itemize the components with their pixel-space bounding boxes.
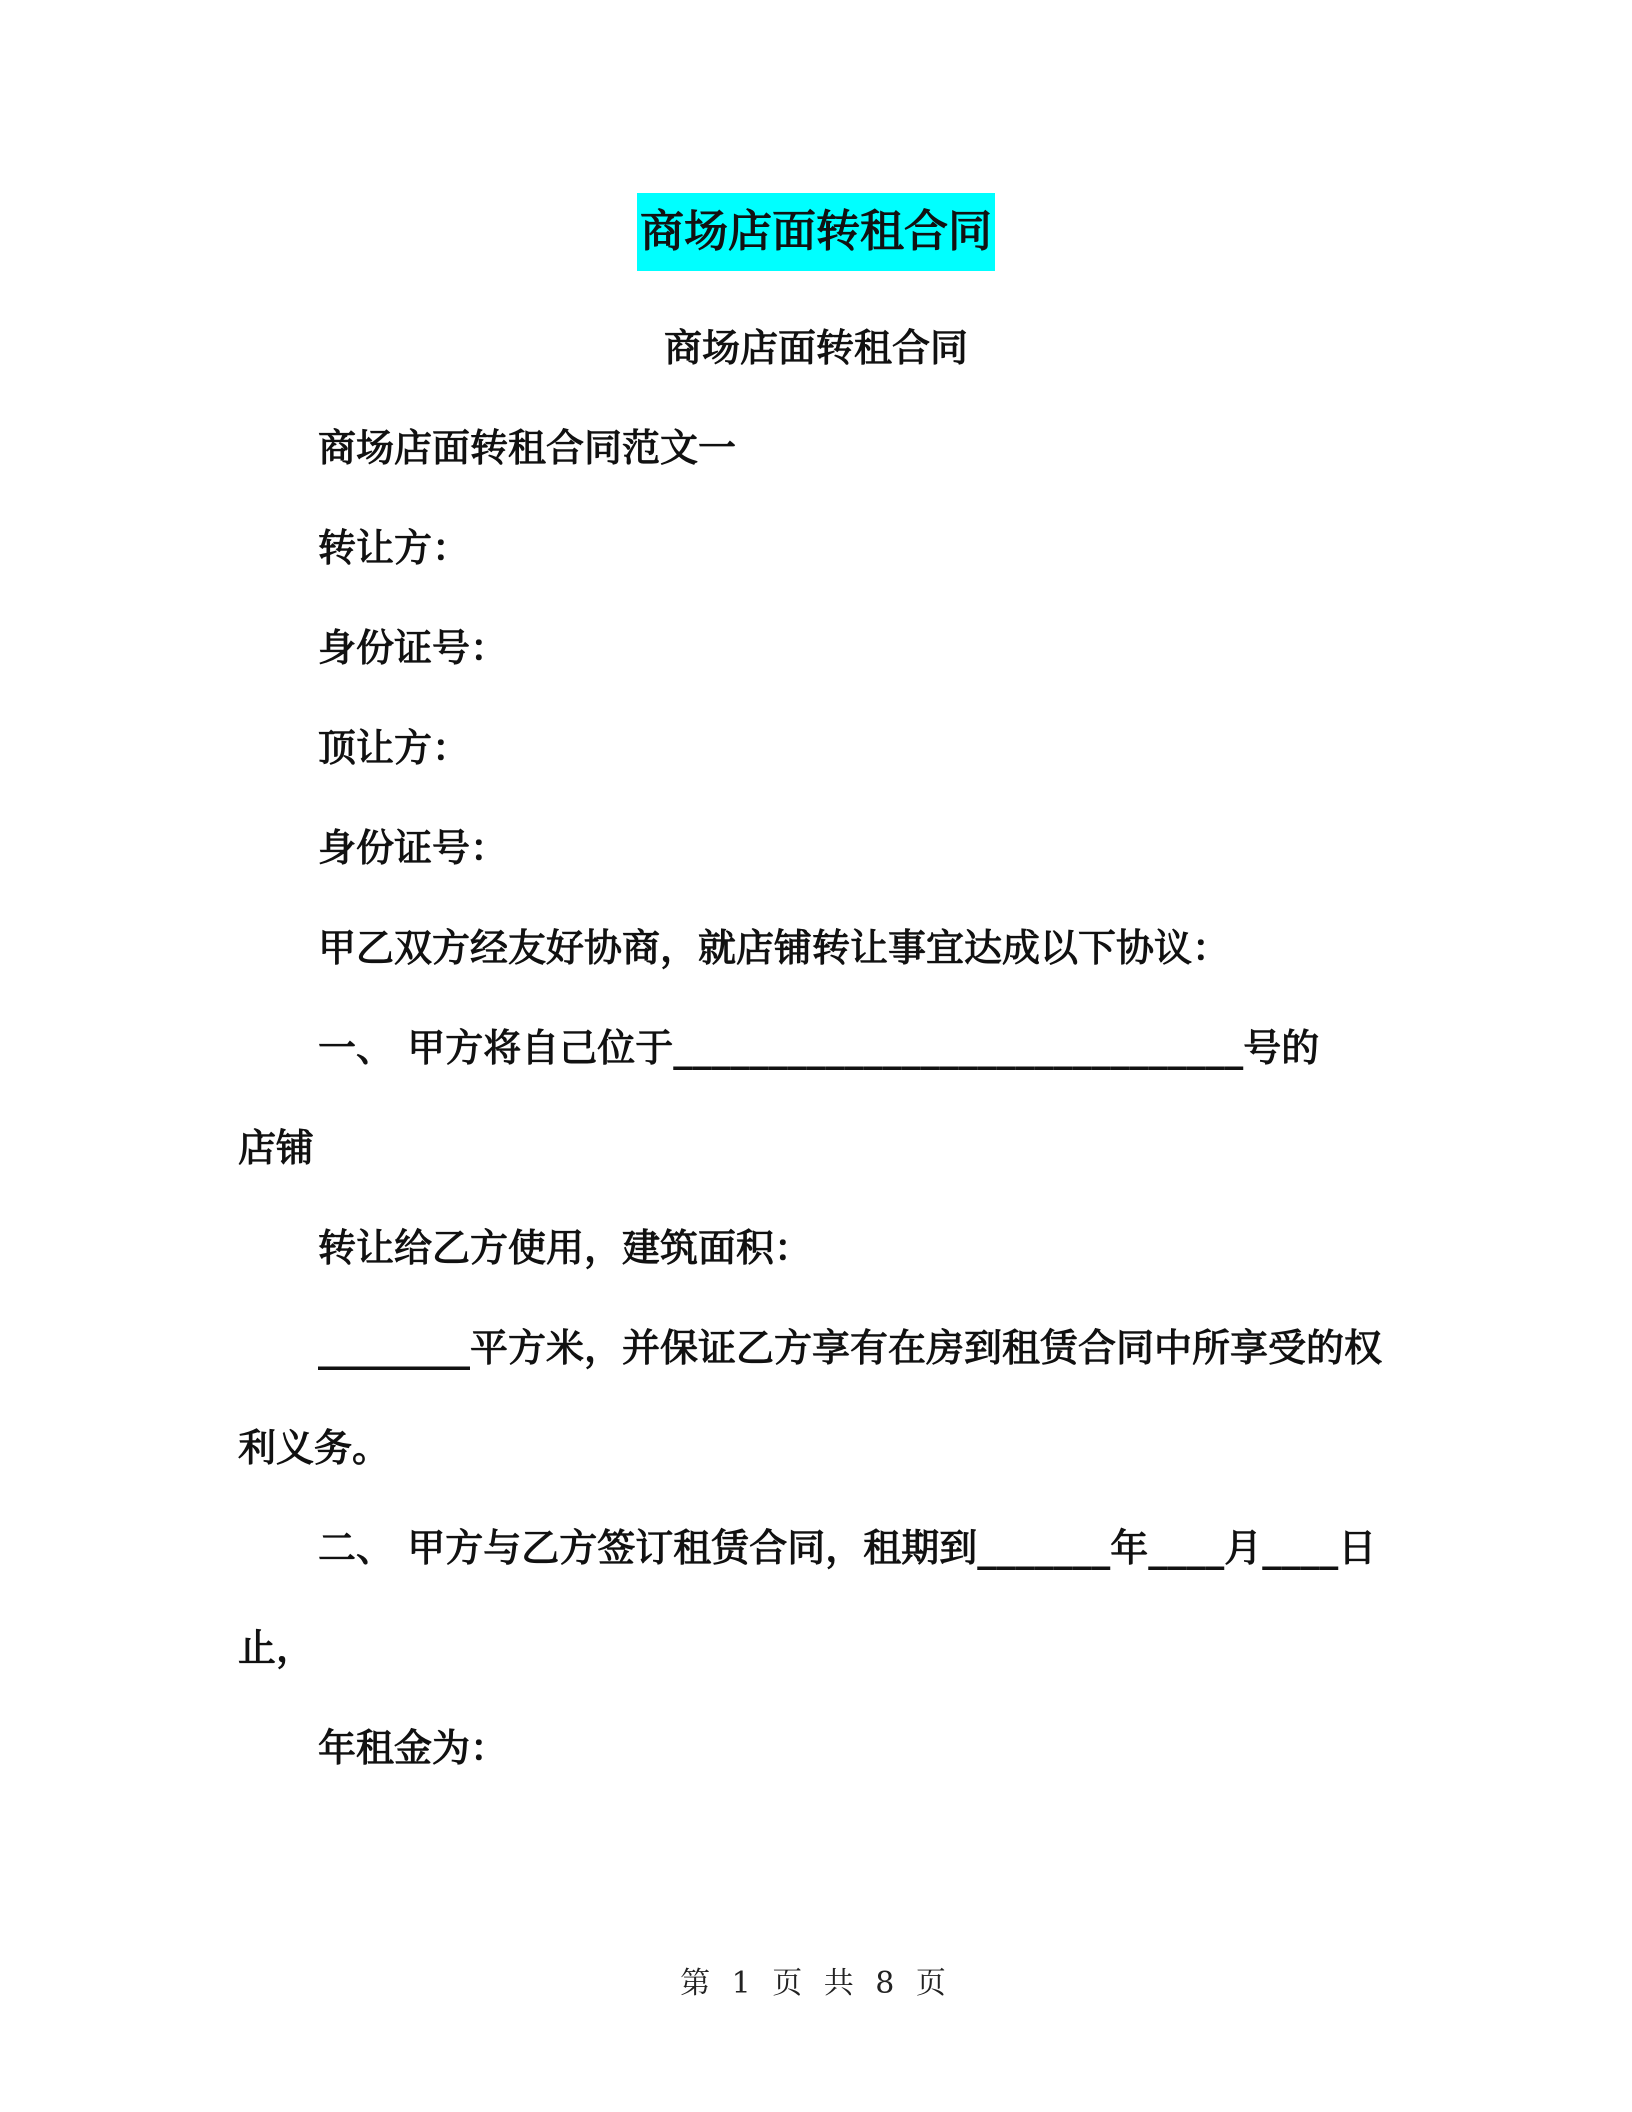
document-subtitle: 商场店面转租合同: [663, 326, 968, 370]
clause-1-line-5: 利义务。: [238, 1426, 391, 1470]
clause-1-line-3: 转让给乙方使用，建筑面积：: [318, 1226, 813, 1270]
transferee-id-label: 身份证号：: [318, 826, 509, 870]
clause-1-line-1: 一、 甲方将自己位于______________________________号的: [318, 1026, 1320, 1070]
page-number-footer: 第 1 页 共 8 页: [680, 1966, 952, 2001]
clause-2-line-1: 二、 甲方与乙方签订租赁合同，租期到_______年____月____日: [318, 1526, 1377, 1570]
clause-2-line-2: 止，: [238, 1626, 315, 1670]
annual-rent-label: 年租金为：: [318, 1726, 509, 1770]
transferor-label: 转让方：: [318, 526, 471, 570]
title-container: [0, 193, 1632, 271]
clause-1-line-4: ________平方米，并保证乙方享有在房到租赁合同中所享受的权: [318, 1326, 1383, 1370]
transferor-id-label: 身份证号：: [318, 626, 509, 670]
clause-1-line-2: 店铺: [238, 1126, 315, 1170]
agreement-intro: 甲乙双方经友好协商，就店铺转让事宜达成以下协议：: [318, 926, 1231, 970]
document-title: 商场店面转租合同: [637, 193, 995, 271]
transferee-label: 顶让方：: [318, 726, 471, 770]
section-heading: 商场店面转租合同范文一: [318, 426, 737, 470]
